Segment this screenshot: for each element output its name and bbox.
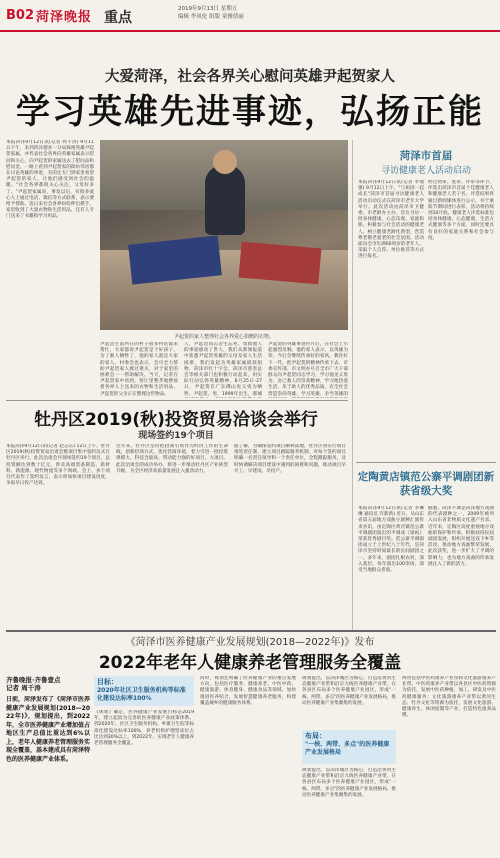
story3-byline-outlet: 齐鲁晚报·齐鲁壹点	[6, 676, 61, 684]
story-right2-column-2: 据悉，菏泽平调是菏泽地方戏曲的代表剧种之一，2009年被列入山东省非物质文化遗产名录。近年来，定陶区高度重视地方戏曲的保护和传承，积极扶持民间剧团发展，组织开展送戏下乡等活动，推动地方戏曲繁荣发展。此次获奖，进一步扩大了平调的影响力，也为地方戏曲的传承发展注入了新的活力。	[428, 506, 494, 567]
page-number: B02	[6, 8, 34, 23]
section-title: 重点	[104, 10, 132, 26]
story3-column-5: 两带包括中医药康养产业带和文化旅游康养产业带。中医药康养产业带以各县区中医药资源为依托，发展中医药种植、加工、研发及中医药健康服务；文化旅游康养产业带以黄河生态、牡丹文化等资源为依托，发展文化旅游、健康养生、休闲度假等产业，打造特色康养品牌。	[402, 676, 496, 719]
divider	[6, 400, 348, 401]
story3-layout-box	[302, 730, 396, 764]
story2-column-3: 据了解，为确保签约项目顺利落地，牡丹区将实行项目推进责任制，建立项目跟踪服务机制，对每个签约项目明确一名责任领导和一个责任单位，全程跟踪服务，及时协调解决项目建设中遇到的困难和问题，推动项目早开工、早建设、早投产。	[234, 444, 346, 474]
story-right2-headline: 定陶黄店镇范公寨平调剧团新获省级大奖	[357, 471, 495, 497]
story-right1-subhead: 寻访健康老人活动启动	[380, 166, 471, 176]
story2-subhead: 现场签约19个项目	[138, 431, 214, 441]
story1-column-3: 人，尹起贺同志舍生忘死、勇救他人的事迹感动了世人，我们从新闻报道中获悉尹起贺英雄的父母及家人生活困难，我们发起为英雄家属捐款捐物，菏泽市红十字会、菏泽市慈善总会等相关部门也积极行动起来，用实际行动弘扬英雄精神。8月25日-27日，尹起贺在广东佛山见义勇为牺牲。尹起贺，男，1999年出生，郓城	[184, 342, 262, 397]
story3-layout-subhead: "一核、两带、多点"的医养健康产业发展格局	[305, 741, 390, 756]
story-right1-column-1: 本报菏泽9月12日讯(记者 李瑞强) 9月12日上午，"与祖国一起成长"菏泽市首届寻访健康老人活动启动仪式在菏泽市老年大学举行。此次活动由菏泽市卫健委、市老龄办主办，旨在寻访一批身体健康、心态乐观、家庭和睦、积极参与社会活动的健康老人，树立健康老龄化典型，营造尊老敬老爱老的社会氛围。活动面向全市年满60周岁的老年人，采取个人自荐、单位推荐等方式进行报名。	[358, 180, 424, 260]
story1-column-1: 本报菏泽9月12日讯(记者 周千涛) 9月11日下午，来到菏泽德业一分局探视英雄尹起贺家属，并代表社会各界向英雄家属表示慰问和关心，向尹起贺的家属送去了慰问品和慰问金。一路上看到尹起贺家的街坊邻居都在讨论英雄的事迹，有的还专门到家里看望尹起贺的家人，让他们感受到社会的温暖。"社会各界都很关心关注，父母好多了。"尹起贺家属说，事发以后，有很多爱心人士通过电话、微信等方式联系，表示要给予帮助。连日来社会各界纷纷伸出援手，家里收到了大量衣物和生活用品，还有人专门送来了书籍和学习用品。	[6, 140, 94, 220]
story-right1-column-2: 经过初审、复审、评审等环节，评选出菏泽市首届十佳健康老人和健康老人若干名。评选结果将通过新闻媒体进行公示，并于重阳节期间进行表彰。活动将持续到10月底。健康老人评选标准包括身体健康、心态健康、生活方式健康等多个方面，同时还要具有良好的家庭关系和社会参与度。	[428, 180, 494, 241]
story2-headline: 牡丹区2019(秋)投资贸易洽谈会举行	[34, 410, 318, 430]
story3-lead: 日前，菏泽发布了《菏泽市医养健康产业发展规划(2018—2022年)》，规划提出，到2022年，全市医养健康产业增加值占地区生产总值比重达到6%以上，老年人健康养老管理服务实现全覆盖，基本建成具有菏泽特色的医养健康产业体系。	[6, 696, 90, 763]
story3-headline: 2022年老年人健康养老管理服务全覆盖	[98, 653, 402, 673]
story1-photo-caption: 尹起贺的家人整理社会各界爱心捐赠的衣物。	[173, 334, 274, 340]
story1-photo	[100, 140, 348, 330]
story1-column-4: 尹起贺的英雄事迹传开后，在社会上引起强烈反响。他的家人表示，以英雄为荣，今后会继续传承好的家风，教育好下一代，把尹起贺的精神传承下去。市委宣传部、市文明办号召全市广大干部群众向尹起贺同志学习，学习他见义勇为、舍己救人的崇高精神，学习他热爱生活、乐于助人的优秀品质，在全社会营造崇尚英雄、学习英雄、争当英雄的	[268, 342, 348, 397]
edition-info	[178, 5, 244, 21]
story-right2-column-1: 本报菏泽9月12日讯(记者 李琳琳 通讯员 许新新) 近日，从山东省第五届地方戏曲小剧种汇演传来喜讯，由定陶区黄店镇范公寨平调剧团演出的平调戏《梁祝》荣获优秀剧目奖。范公寨平调剧团成立于上世纪八十年代，是菏泽市坚持时间最长的民间剧团之一。多年来，剧团扎根农村，深入基层，每年演出100余场，深受当地群众喜爱。	[358, 506, 424, 574]
story3-target-subhead: 2020年社区卫生服务机构等标准化建设达标率100%	[97, 687, 186, 702]
story3-kicker: 《菏泽市医养健康产业发展规划(2018—2022年)》发布	[125, 637, 375, 648]
story2-column-2: 近年来，牡丹区坚持把招商引资作为经济工作的生命线，创新招商方式，优化营商环境，着力引进一批投资规模大、科技含量高、带动能力强的好项目、大项目。此次洽谈会的成功举办，将进一步推动牡丹区产业转型升级，为全区经济高质量发展注入强劲动力。	[116, 444, 228, 474]
story3-byline-reporter: 记者 周千涛	[6, 684, 41, 692]
story3-target-box	[94, 676, 194, 706]
story2-column-1: 本报菏泽9月12日讯(记者 赵志东) 12日上午，牡丹区2019(秋)投资贸易洽谈会暨项目集中签约仪式在牡丹区举行。此次洽谈会共现场签约19个项目，总投资额达到数十亿元，涉及高端装备制造、新材料、新能源、现代物流等多个领域。会上，多个项目代表作了签约发言，表示将加快项目建设进度，争取早日投产达效。	[6, 444, 110, 487]
story-right1-headline: 菏泽市首届	[399, 150, 453, 162]
masthead	[0, 0, 500, 32]
edition-date: 2019年9月13日 星期五	[178, 6, 238, 12]
story3-column-2: 《规划》确定，医养健康产业发展目标是2019年，建立起较为完善的医养健康产业政策体系。到2020年，社区卫生服务机构、乡镇卫生院等标准化建设达标率100%，养老机构护理型床位占比达到30%以上。到2022年，实现老年人健康养老管理服务全覆盖。	[94, 710, 194, 747]
newspaper-logo: 菏泽晚报	[36, 10, 93, 25]
divider	[6, 630, 496, 632]
editor-line: 编辑 李凤伦 组版 童雅倩丽	[178, 14, 244, 20]
divider	[356, 462, 496, 463]
story1-column-2: 尹起贺生前所在的村子很多村民都来帮忙，大家都说尹起贺是个好孩子，为了救人牺牲了，他的家人就是大家的家人。村委会也表示，会尽全力帮助尹起贺家人渡过难关，对于家里的困难会一一帮助解决。当天，记者在尹起贺家中看到，客厅里整齐地摆放着各界人士送来的衣物和生活用品，尹起贺的父亲正在整理这些物品。	[100, 342, 178, 397]
story1-headline: 学习英雄先进事迹，弘扬正能	[16, 92, 484, 132]
story3-column-4b: 规划提出，以菏泽城区为核心，打造沿黄河生态健康产业带和沿京九线医养健康产业带，在各县区布局多个医养健康产业园区，形成"一核、两带、多点"的医养健康产业发展格局，推动医养健康产业集聚集约发展。	[302, 768, 396, 798]
story1-kicker: 大爱菏泽，社会各界关心慰问英雄尹起贺家人	[105, 69, 395, 85]
story3-column-3: 同时，规划还明确了医养健康产业的重点发展方向，包括医疗服务、健康养老、中医中药、健康旅游、体育健身、健康食品等领域，加快推进医养结合，发展智慧健康养老服务，构建覆盖城乡的健康服务体系。	[200, 676, 296, 706]
story3-column-4a: 规划提出，以菏泽城区为核心，打造沿黄河生态健康产业带和沿京九线医养健康产业带，在各县区布局多个医养健康产业园区，形成"一核、两带、多点"的医养健康产业发展格局，推动医养健康产业集聚集约发展。	[302, 676, 396, 706]
column-divider	[352, 140, 353, 630]
story3-target-label: 目标：	[97, 678, 118, 686]
story3-layout-label: 布局：	[305, 732, 326, 740]
